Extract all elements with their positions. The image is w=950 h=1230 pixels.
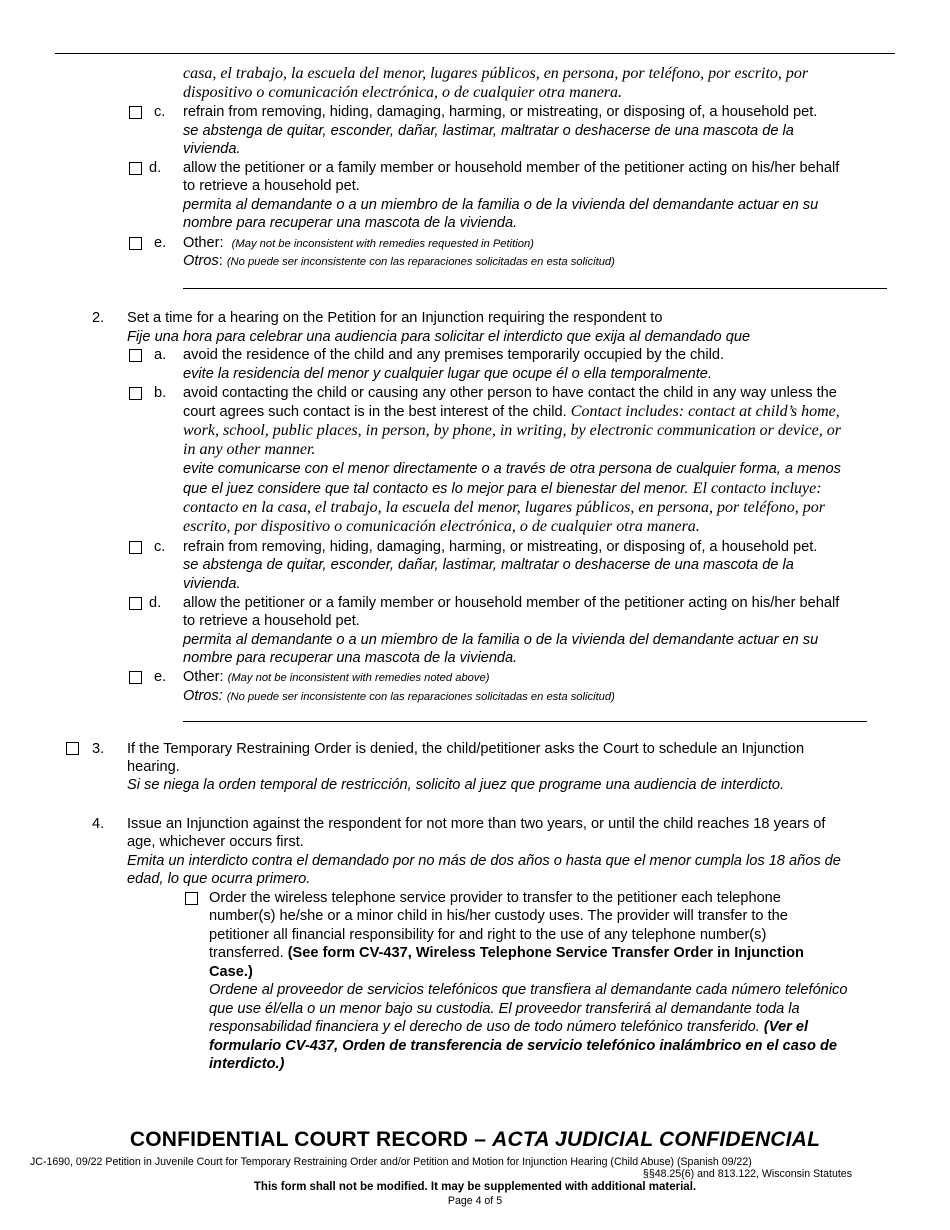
item4-order-spanish-line3 xyxy=(209,1018,808,1036)
item2-c-spanish-line1: se abstenga de quitar, esconder, dañar, lastimar, maltratar o deshacerse de una mascota de la xyxy=(183,557,794,573)
continued-text-line1: casa, el trabajo, la escuela del menor, lugares públicos, en persona, por teléfono, por escrito, por xyxy=(183,65,809,82)
footer-statutes: §§48.25(6) and 813.122, Wisconsin Statutes xyxy=(642,1168,852,1180)
top-e-otros-colon: : xyxy=(218,253,223,269)
top-e-otros-note: (No puede ser inconsistente con las reparaciones solicitadas en esta solicitud) xyxy=(226,256,615,268)
item2-b-english-line1: avoid contacting the child or causing any other person to have contact the child in any way unless the xyxy=(183,385,837,401)
item4-english-line1: Issue an Injunction against the respondent for not more than two years, or until the child reaches 18 years of xyxy=(127,816,826,832)
top-d-spanish-line1: permita al demandante o a un miembro de la familia o de la vivienda del demandante actuar en su xyxy=(183,197,819,213)
item2-b-spanish-line4: escrito, por dispositivo o comunicación electrónica, o de cualquier otra manera. xyxy=(183,518,700,535)
continued-text-line2: dispositivo o comunicación electrónica, o de cualquier otra manera. xyxy=(183,84,623,101)
top-c-spanish-line1: se abstenga de quitar, esconder, dañar, lastimar, maltratar o deshacerse de una mascota de la xyxy=(183,123,794,139)
item3-checkbox[interactable] xyxy=(66,742,79,755)
item2-e-otros-label: Otros: xyxy=(183,688,223,704)
item4-spanish-line2: edad, lo que ocurra primero. xyxy=(127,871,311,887)
item2-english: Set a time for a hearing on the Petition for an Injunction requiring the respondent to xyxy=(127,310,663,326)
item4-order-spanish-line5: interdicto.) xyxy=(209,1056,285,1072)
top-d-checkbox[interactable] xyxy=(129,162,142,175)
item2-c-english: refrain from removing, hiding, damaging, harming, or mistreating, or disposing of, a household pet. xyxy=(183,539,818,555)
footer-note: This form shall not be modified. It may be supplemented with additional material. xyxy=(253,1181,697,1193)
top-e-fill-line[interactable] xyxy=(183,288,887,289)
item4-order-english-line3: petitioner all financial responsibility for and right to the use of any telephone number(s) xyxy=(209,927,767,943)
item2-d-english-line2: to retrieve a household pet. xyxy=(183,613,360,629)
item2-e-other-note: (May not be inconsistent with remedies noted above) xyxy=(227,672,490,684)
item2-d-spanish-line2: nombre para recuperar una mascota de la vivienda. xyxy=(183,650,518,666)
item4-order-see-form: (See form CV-437, Wireless Telephone Service Transfer Order in Injunction xyxy=(287,945,804,961)
item3-number: 3. xyxy=(92,741,105,757)
top-d-english-line2: to retrieve a household pet. xyxy=(183,178,360,194)
item2-b-spanish-line2 xyxy=(183,479,822,498)
top-rule xyxy=(55,53,895,54)
top-e-other-note: (May not be inconsistent with remedies requested in Petition) xyxy=(231,238,534,250)
item4-order-spanish-line3-text: responsabilidad financiera y el derecho de uso de todo número telefónico transferido. xyxy=(209,1019,760,1035)
item4-order-english-line2: number(s) he/she or a minor child in his/her custody uses. The provider will transfer to the xyxy=(209,908,788,924)
item3-english-line1: If the Temporary Restraining Order is denied, the child/petitioner asks the Court to schedule an Injunction xyxy=(127,741,805,757)
item4-english-line2: age, whichever occurs first. xyxy=(127,834,304,850)
top-d-spanish-line2: nombre para recuperar una mascota de la vivienda. xyxy=(183,215,518,231)
top-e-checkbox[interactable] xyxy=(129,237,142,250)
item2-a-checkbox[interactable] xyxy=(129,349,142,362)
footer-title-spanish: ACTA JUDICIAL CONFIDENCIAL xyxy=(492,1128,821,1151)
top-c-english: refrain from removing, hiding, damaging, harming, or mistreating, or disposing of, a household pet. xyxy=(183,104,818,120)
item4-order-ver-el: (Ver el xyxy=(763,1019,808,1035)
item2-e-label: e. xyxy=(154,669,167,685)
item2-e-other-label: Other: xyxy=(183,669,224,685)
item2-b-spanish-line3: contacto en la casa, el trabajo, la escuela del menor, lugares públicos, en persona, por teléfono, por xyxy=(183,499,825,516)
item2-b-contacto-incluye: El contacto incluye: xyxy=(692,480,822,497)
item2-b-spanish-line1: evite comunicarse con el menor directamente o a través de otra persona de cualquier forma, a menos xyxy=(183,461,841,477)
top-d-english-line1: allow the petitioner or a family member or household member of the petitioner acting on his/her behalf xyxy=(183,160,840,176)
footer-form-line: JC-1690, 09/22 Petition in Juvenile Court for Temporary Restraining Order and/or Petition and Motion for Injunction Hearing (Child Abuse) (Spanish 09/22) xyxy=(30,1156,752,1168)
confidential-record-title xyxy=(0,1128,950,1152)
item2-b-english-line2 xyxy=(183,402,840,421)
item4-order-english-line4 xyxy=(209,944,804,962)
page-number: Page 4 of 5 xyxy=(447,1195,503,1207)
item3-spanish: Si se niega la orden temporal de restricción, solicito al juez que programe una audiencia de interdicto. xyxy=(127,777,785,793)
item2-d-english-line1: allow the petitioner or a family member or household member of the petitioner acting on his/her behalf xyxy=(183,595,840,611)
top-c-checkbox[interactable] xyxy=(129,106,142,119)
item4-wireless-order-checkbox[interactable] xyxy=(185,892,198,905)
top-e-label: e. xyxy=(154,235,167,251)
item2-c-spanish-line2: vivienda. xyxy=(183,576,241,592)
item4-order-transferred: transferred. xyxy=(209,945,284,961)
item3-english-line2: hearing. xyxy=(127,759,180,775)
footer-title-english: CONFIDENTIAL COURT RECORD – xyxy=(129,1128,493,1151)
item4-order-english-line1: Order the wireless telephone service provider to transfer to the petitioner each telephone xyxy=(209,890,781,906)
item2-c-checkbox[interactable] xyxy=(129,541,142,554)
item2-b-english-line3: work, school, public places, in person, by phone, in writing, by electronic communication or device, or xyxy=(183,422,841,439)
top-d-label: d. xyxy=(149,160,162,176)
top-e-other xyxy=(183,234,534,253)
item2-e-fill-line[interactable] xyxy=(183,721,867,722)
top-c-label: c. xyxy=(154,104,166,120)
item2-a-spanish: evite la residencia del menor y cualquier lugar que ocupe él o ella temporalmente. xyxy=(183,366,712,382)
item2-d-spanish-line1: permita al demandante o a un miembro de la familia o de la vivienda del demandante actuar en su xyxy=(183,632,819,648)
item2-b-english-line2-text: court agrees such contact is in the best interest of the child. xyxy=(183,404,567,420)
item2-a-english: avoid the residence of the child and any premises temporarily occupied by the child. xyxy=(183,347,725,363)
item2-e-checkbox[interactable] xyxy=(129,671,142,684)
item2-e-otros-note: (No puede ser inconsistente con las reparaciones solicitadas en esta solicitud) xyxy=(226,691,615,703)
item2-b-label: b. xyxy=(154,385,167,401)
item2-e-other xyxy=(183,668,489,687)
item2-number: 2. xyxy=(92,310,105,326)
item4-order-spanish-line2: que use él/ella o un menor bajo su custodia. El proveedor transferirá al demandante toda la xyxy=(209,1001,800,1017)
item2-a-label: a. xyxy=(154,347,167,363)
item2-d-label: d. xyxy=(149,595,162,611)
item4-order-spanish-line4: formulario CV-437, Orden de transferencia de servicio telefónico inalámbrico en el caso de xyxy=(209,1038,838,1054)
item2-b-checkbox[interactable] xyxy=(129,387,142,400)
top-c-spanish-line2: vivienda. xyxy=(183,141,241,157)
item4-number: 4. xyxy=(92,816,105,832)
item4-spanish-line1: Emita un interdicto contra el demandado por no más de dos años o hasta que el menor cumpla los 18 años de xyxy=(127,853,841,869)
item2-b-spanish-line2-text: que el juez considere que tal contacto es lo mejor para el bienestar del menor. xyxy=(183,481,689,497)
item2-d-checkbox[interactable] xyxy=(129,597,142,610)
item2-e-otros xyxy=(183,687,615,706)
item4-order-english-line5: Case.) xyxy=(209,964,253,980)
item2-spanish: Fije una hora para celebrar una audiencia para solicitar el interdicto que exija al demandado que xyxy=(127,329,751,345)
top-e-other-label: Other: xyxy=(183,235,224,251)
item2-b-english-line4: in any other manner. xyxy=(183,441,316,458)
top-e-otros-label: Otros xyxy=(183,253,219,269)
item2-b-contact-includes: Contact includes: contact at child’s home, xyxy=(570,403,840,420)
item2-c-label: c. xyxy=(154,539,166,555)
top-e-otros xyxy=(183,252,615,271)
item4-order-spanish-line1: Ordene al proveedor de servicios telefónicos que transfiera al demandante cada número telefónico xyxy=(209,982,848,998)
